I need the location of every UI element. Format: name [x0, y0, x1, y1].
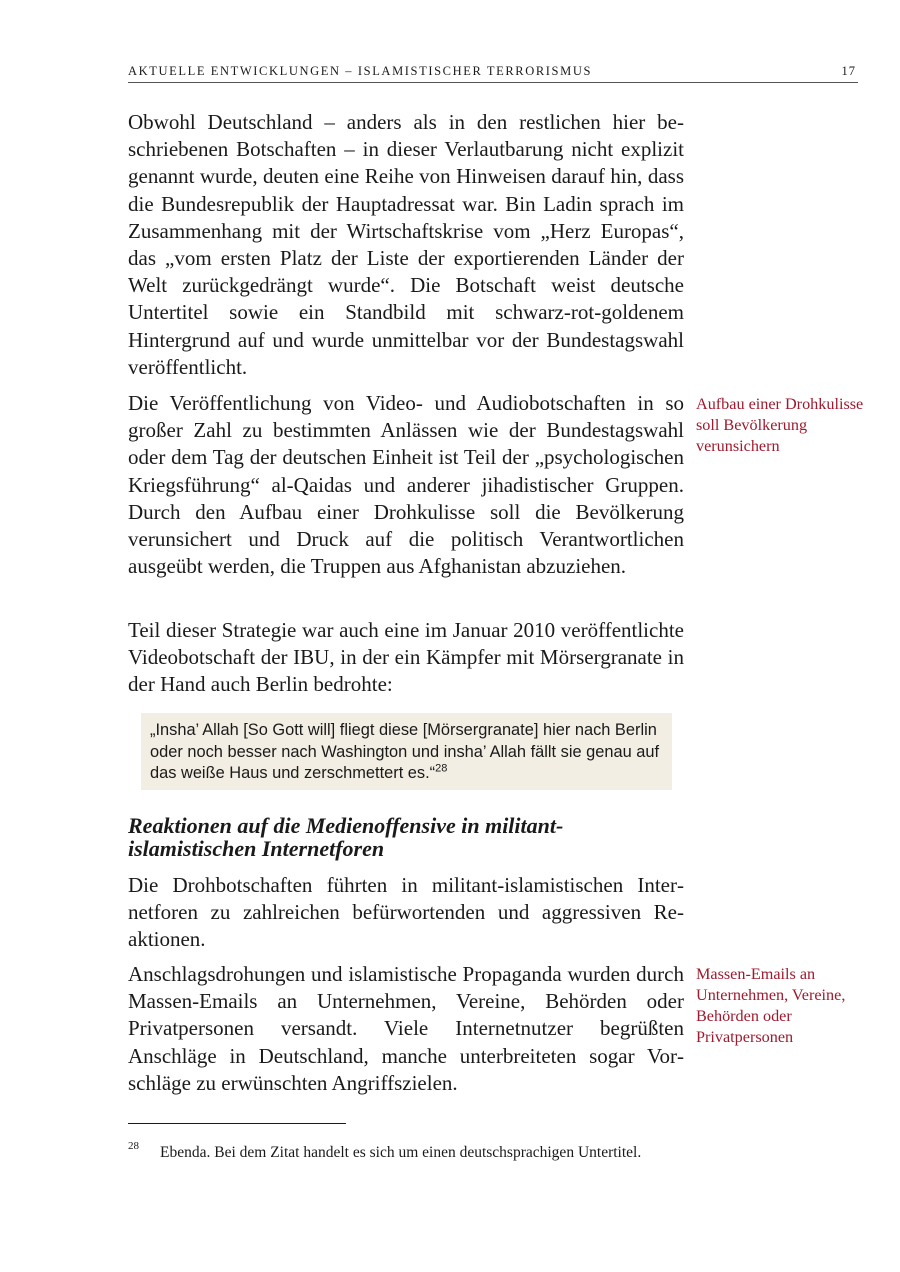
- quote-text: „Insha’ Allah [So Gott will] fliegt diese [Mörsergranate] hier nach Berlin oder noch besser nach Washington und insha’ Allah fällt sie genau auf das weiße Haus und zerschmettert es.“: [150, 721, 660, 782]
- footnote-reference: 28: [435, 762, 448, 775]
- footnote-text: Ebenda. Bei dem Zitat handelt es sich um einen deutschsprachigen Untertitel.: [160, 1144, 642, 1161]
- body-paragraph: Die Veröffentlichung von Video- und Audiobotschaften in so großer Zahl zu bestimmten Anlässen wie der Bundestagswahl oder dem Tag der deutschen Einheit ist Teil der „psychologischen Kriegsführung“ al-Qaidas und anderer jihadistischer Gruppen. Durch den Aufbau einer Drohkulisse soll die Bevölkerung verunsichert und Druck auf die politisch Verantwortlichen ausgeübt werden, die Truppen aus Afghanistan abzuziehen.: [128, 391, 684, 579]
- quote-box: [141, 713, 672, 790]
- body-paragraph: Obwohl Deutschland – anders als in den restlichen hier beschriebenen Botschaften – in dieser Verlautbarung nicht explizit genannt wurde, deuten eine Reihe von Hinweisen darauf hin, dass die Bundesrepublik der Hauptadressat war. Bin Ladin sprach im Zusammenhang mit der Wirtschaftskrise vom „Herz Europas“, das „vom ersten Platz der Liste der exportierenden Länder der Welt zurückgedrängt wurde“. Die Botschaft weist deutsche Untertitel sowie ein Standbild mit schwarz-rot-goldenem Hintergrund auf und wurde unmittelbar vor der Bundestagswahl veröffentlicht.: [128, 110, 684, 379]
- margin-note: Aufbau einer Drohkulisse soll Bevölkerung verunsichern: [696, 395, 864, 455]
- quote: [150, 720, 662, 785]
- body-paragraph: Die Drohbotschaften führten in militant-islamistischen Internetforen zu zahlreichen befürwortenden und aggressiven Reaktionen.: [128, 873, 684, 952]
- body-paragraph: Anschlagsdrohungen und islamistische Propaganda wurden durch Massen-Emails an Unternehmen, Vereine, Behörden oder Privatpersonen versandt. Viele Internetnutzer begrüßten Anschläge in Deutschland, manche unterbreiteten sogar Vorschläge zu erwünschten Angriffszielen.: [128, 962, 684, 1095]
- body-paragraph: Teil dieser Strategie war auch eine im Januar 2010 veröffentlichte Videobotschaft der IBU, in der ein Kämpfer mit Mörsergranate in der Hand auch Berlin bedrohte:: [128, 618, 684, 697]
- running-title: AKTUELLE ENTWICKLUNGEN – ISLAMISTISCHER TERRORISMUS: [128, 64, 592, 78]
- margin-note: Massen-Emails an Unternehmen, Vereine, Behörden oder Privatpersonen: [696, 965, 846, 1046]
- page-number: 17: [841, 64, 856, 78]
- footnote-divider: [128, 1123, 346, 1124]
- footnote-number: 28: [128, 1140, 139, 1152]
- running-header: [128, 62, 858, 83]
- section-heading: Reaktionen auf die Medienoffensive in militant-islamistischen Internetforen: [128, 813, 564, 861]
